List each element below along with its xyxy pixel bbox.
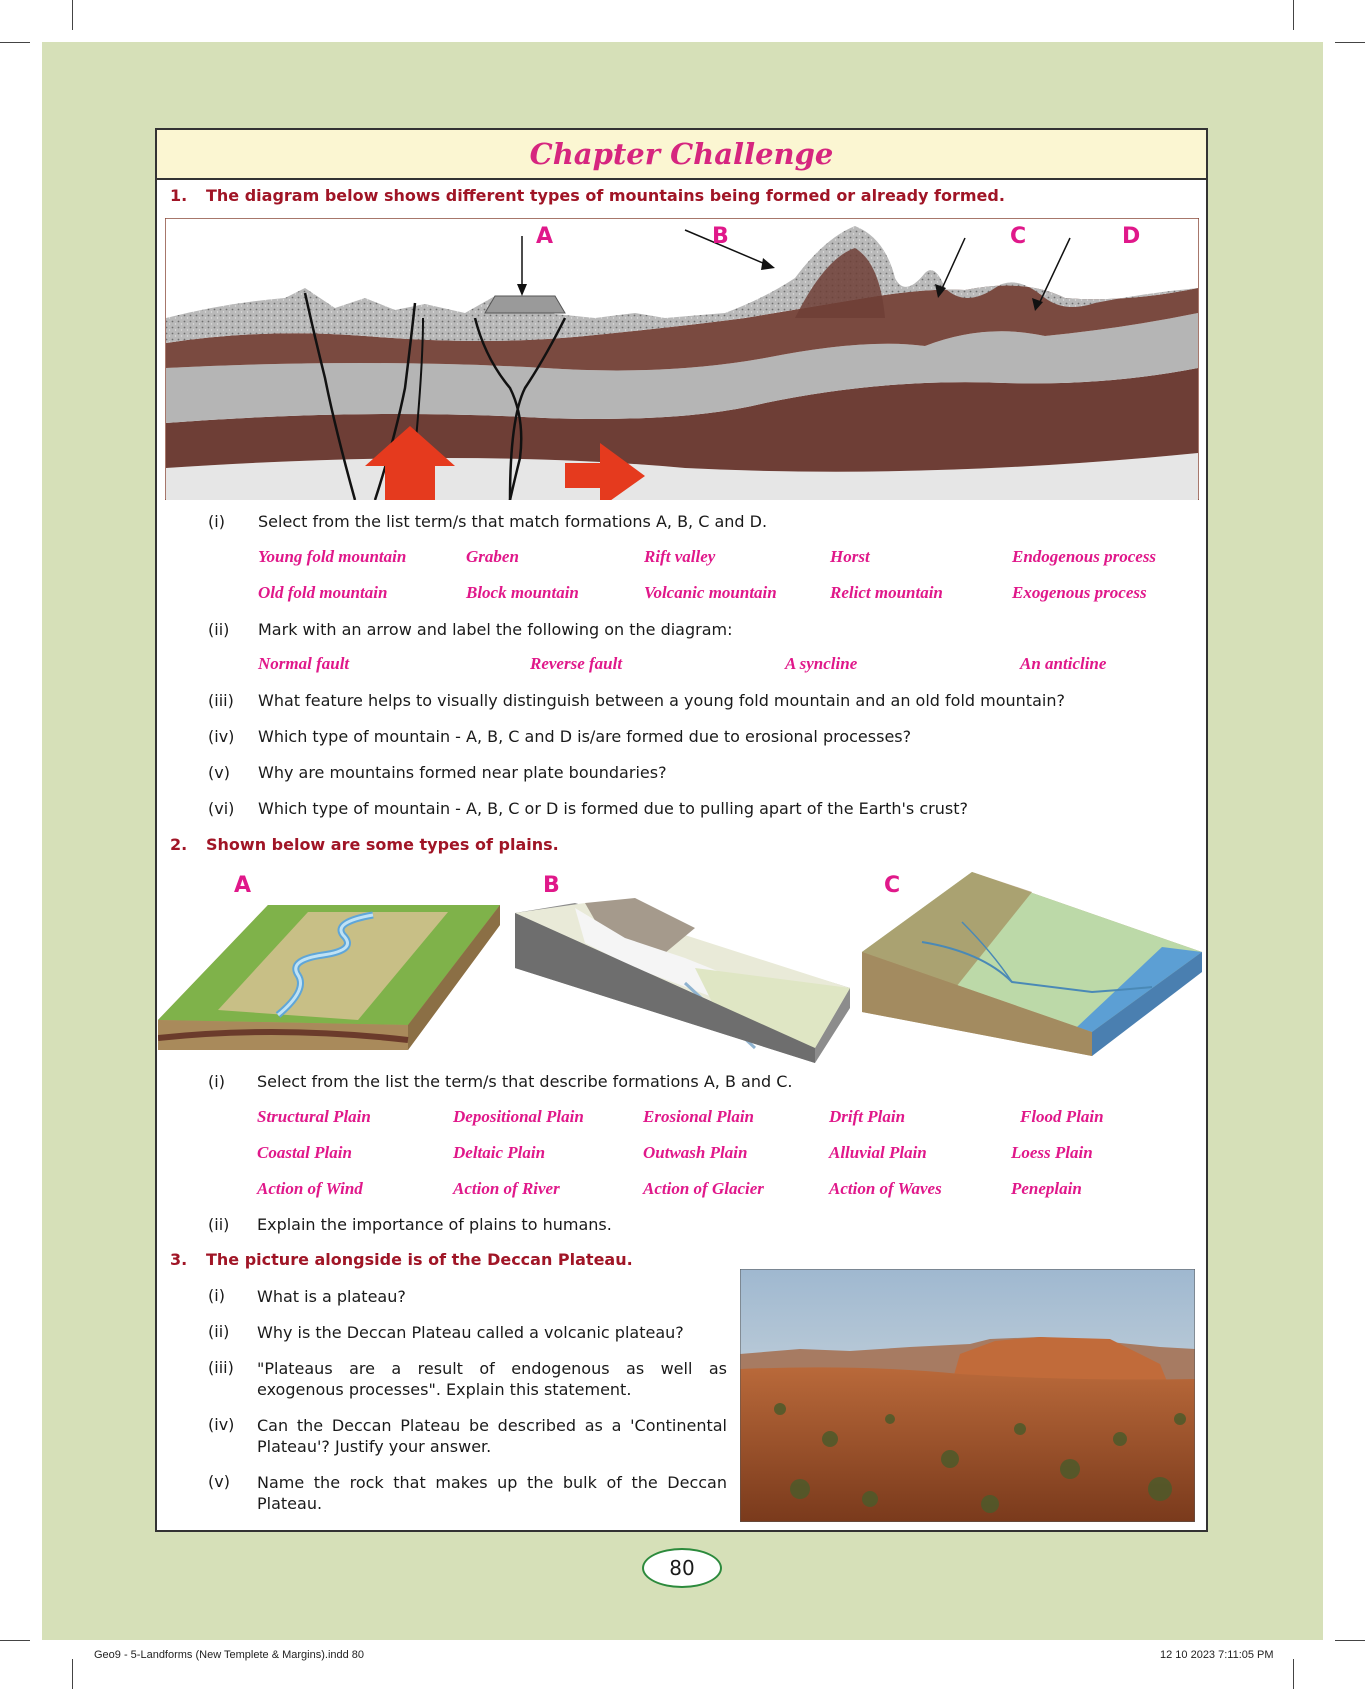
term: Coastal Plain [257, 1143, 352, 1162]
crop-mark [1293, 1659, 1294, 1689]
term: Action of River [453, 1179, 560, 1198]
label-a: A [536, 224, 554, 249]
plain-a-illustration [158, 900, 500, 1055]
term: Depositional Plain [453, 1107, 584, 1126]
term: Flood Plain [1020, 1107, 1104, 1126]
q1-sub-text: Which type of mountain - A, B, C or D is formed due to pulling apart of the Earth's crust? [258, 799, 968, 818]
q1-number: 1. [170, 186, 188, 205]
term: Outwash Plain [643, 1143, 748, 1162]
q1-sub-num: (iii) [208, 691, 234, 710]
label-d: D [1122, 224, 1141, 249]
term: Reverse fault [530, 654, 623, 673]
term: Young fold mountain [258, 547, 407, 566]
q2-sub-num: (i) [208, 1072, 225, 1091]
chapter-title: Chapter Challenge [529, 137, 834, 171]
term: Exogenous process [1012, 583, 1147, 602]
mountain-diagram [165, 218, 1199, 500]
plain-label-a: A [234, 873, 252, 898]
term: Normal fault [258, 654, 350, 673]
title-bar [157, 130, 1206, 180]
term: Relict mountain [830, 583, 943, 602]
q3-sub-num: (ii) [208, 1322, 230, 1341]
plain-label-c: C [884, 873, 901, 898]
q2-prompt: Shown below are some types of plains. [206, 835, 559, 854]
term: Action of Glacier [643, 1179, 764, 1198]
q1-sub-text: Which type of mountain - A, B, C and D is/are formed due to erosional processes? [258, 727, 912, 746]
q1-sub-text: Mark with an arrow and label the following on the diagram: [258, 620, 733, 639]
term: A syncline [785, 654, 858, 673]
term: Deltaic Plain [453, 1143, 546, 1162]
crop-mark [0, 1640, 30, 1641]
q3-sub-text: Why is the Deccan Plateau called a volcanic plateau? [257, 1323, 684, 1342]
q1-prompt: The diagram below shows different types of mountains being formed or already formed. [206, 186, 1005, 205]
q1-sub-num: (ii) [208, 620, 230, 639]
term: Graben [466, 547, 519, 566]
label-b: B [712, 224, 729, 249]
q3-prompt: The picture alongside is of the Deccan Plateau. [206, 1250, 633, 1269]
term: An anticline [1020, 654, 1107, 673]
term: Action of Wind [257, 1179, 363, 1198]
q1-sub-num: (i) [208, 512, 225, 531]
q2-sub-text: Select from the list the term/s that describe formations A, B and C. [257, 1072, 793, 1091]
crop-mark [72, 1659, 73, 1689]
term: Old fold mountain [258, 583, 388, 602]
term: Drift Plain [829, 1107, 906, 1126]
q3-sub-num: (v) [208, 1472, 230, 1491]
plain-b-illustration [515, 898, 850, 1063]
deccan-plateau-photo [740, 1269, 1195, 1522]
crop-mark [0, 42, 30, 43]
q1-sub-num: (iv) [208, 727, 235, 746]
q1-sub-num: (v) [208, 763, 230, 782]
term: Loess Plain [1011, 1143, 1093, 1162]
q3-sub-text: Can the Deccan Plateau be described as a 'Continental Plateau'? Justify your answer. [257, 1416, 727, 1456]
crop-mark [1335, 42, 1365, 43]
crop-mark [72, 0, 73, 30]
plain-label-b: B [543, 873, 560, 898]
q1-sub-num: (vi) [208, 799, 235, 818]
term: Alluvial Plain [829, 1143, 927, 1162]
term: Rift valley [644, 547, 716, 566]
q2-number: 2. [170, 835, 188, 854]
term: Erosional Plain [643, 1107, 755, 1126]
footer-timestamp: 12 10 2023 7:11:05 PM [1160, 1649, 1274, 1661]
page-number: 80 [642, 1548, 722, 1588]
q3-sub-num: (iv) [208, 1415, 235, 1434]
q1-sub-text: Select from the list term/s that match formations A, B, C and D. [258, 512, 768, 531]
q1-sub-text: Why are mountains formed near plate boundaries? [258, 763, 667, 782]
q3-sub-text: What is a plateau? [257, 1287, 406, 1306]
q2-sub-num: (ii) [208, 1215, 230, 1234]
term: Structural Plain [257, 1107, 371, 1126]
q3-sub-text: Name the rock that makes up the bulk of the Deccan Plateau. [257, 1473, 727, 1513]
q3-sub-num: (iii) [208, 1358, 234, 1377]
q1-sub-text: What feature helps to visually distinguish between a young fold mountain and an old fold mountain? [258, 691, 1065, 710]
q3-sub-num: (i) [208, 1286, 225, 1305]
term: Volcanic mountain [644, 583, 777, 602]
plain-c-illustration [862, 872, 1202, 1056]
crop-mark [1335, 1640, 1365, 1641]
term: Endogenous process [1012, 547, 1157, 566]
crop-mark [1293, 0, 1294, 30]
term: Block mountain [466, 583, 579, 602]
q2-sub-text: Explain the importance of plains to humans. [257, 1215, 612, 1234]
label-c: C [1010, 224, 1027, 249]
q3-sub-text: "Plateaus are a result of endogenous as well as exogenous processes". Explain this statement. [257, 1359, 727, 1399]
term: Horst [830, 547, 870, 566]
q3-number: 3. [170, 1250, 188, 1269]
footer-file: Geo9 - 5-Landforms (New Templete & Margins).indd 80 [94, 1649, 365, 1661]
term: Action of Waves [829, 1179, 942, 1198]
term: Peneplain [1011, 1179, 1082, 1198]
